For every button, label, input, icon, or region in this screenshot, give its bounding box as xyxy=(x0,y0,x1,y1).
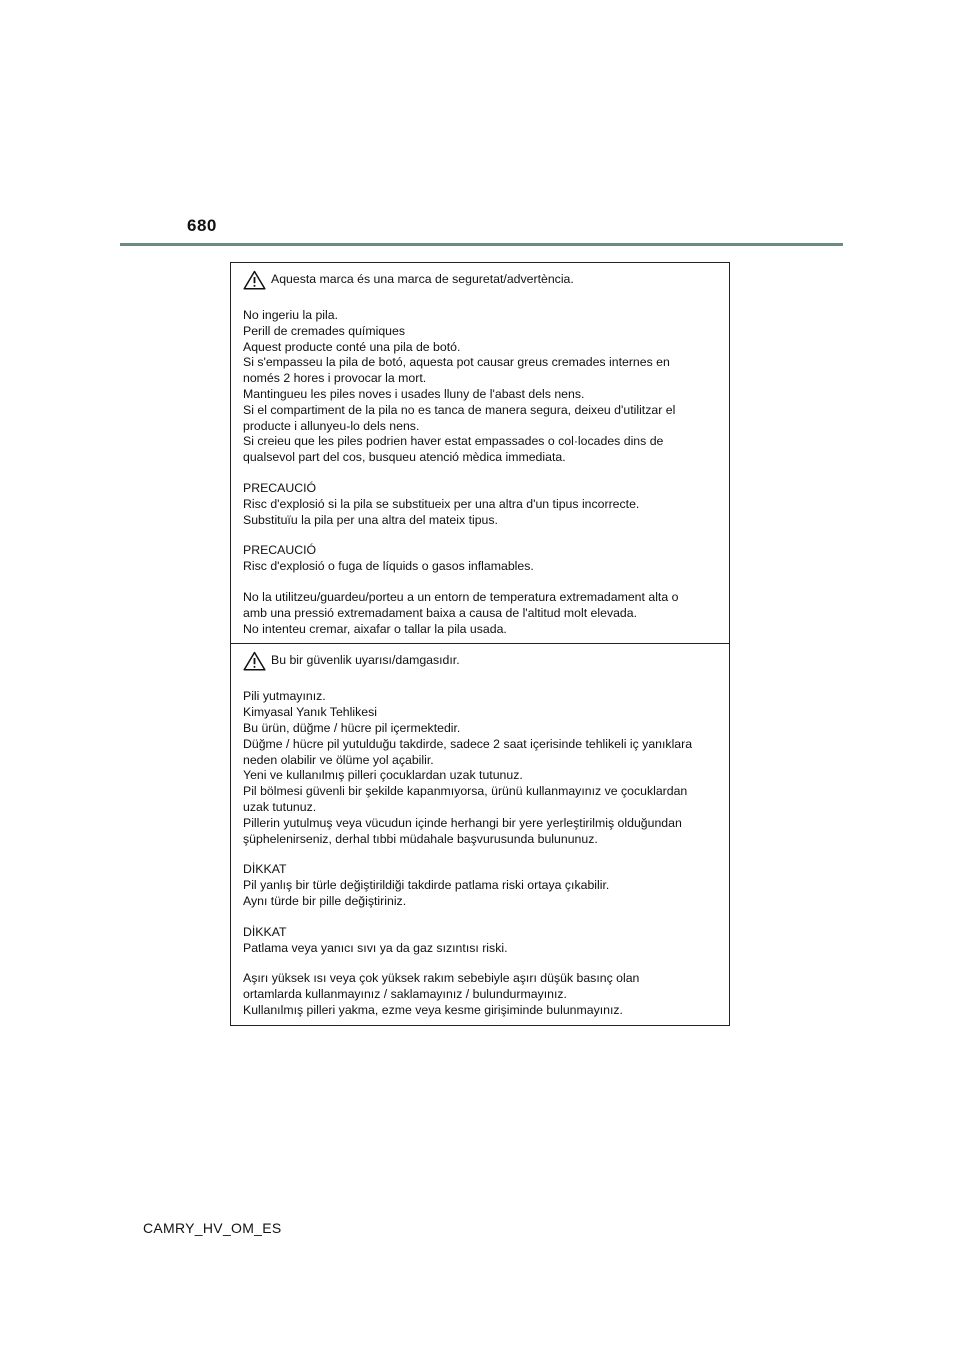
warning-paragraph xyxy=(243,308,719,466)
text-line: Si s'empasseu la pila de botó, aquesta pot causar greus cremades internes en xyxy=(243,355,670,370)
text-line: No la utilitzeu/guardeu/porteu a un entorn de temperatura extremadament alta o xyxy=(243,589,679,604)
warning-paragraph xyxy=(243,862,719,909)
battery-warning-box xyxy=(230,262,730,1026)
text-line: Aşırı yüksek ısı veya çok yüksek rakım sebebiyle aşırı düşük basınç olan xyxy=(243,971,640,986)
warning-label: Aquesta marca és una marca de seguretat/advertència. xyxy=(271,272,574,287)
text-line: qualsevol part del cos, busqueu atenció mèdica immediata. xyxy=(243,450,566,465)
page-number: 680 xyxy=(187,216,217,235)
text-line: Düğme / hücre pil yutulduğu takdirde, sadece 2 saat içerisinde tehlikeli iç yanıklara xyxy=(243,736,693,751)
warning-section-tr xyxy=(231,643,729,1024)
text-line: DİKKAT xyxy=(243,862,287,877)
text-line: Patlama veya yanıcı sıvı ya da gaz sızıntısı riski. xyxy=(243,940,508,955)
warning-triangle-icon xyxy=(243,270,266,290)
text-line: Aynı türde bir pille değiştiriniz. xyxy=(243,893,407,908)
text-line: neden olabilir ve ölüme yol açabilir. xyxy=(243,752,434,767)
text-line: ortamlarda kullanmayınız / saklamayınız / bulundurmayınız. xyxy=(243,987,567,1002)
text-line: Mantingueu les piles noves i usades lluny de l'abast dels nens. xyxy=(243,386,585,401)
warning-paragraph xyxy=(243,971,719,1018)
text-line: Pil bölmesi güvenli bir şekilde kapanmıyorsa, ürünü kullanmayınız ve çocuklardan xyxy=(243,784,688,799)
text-line: Risc d'explosió o fuga de líquids o gasos inflamables. xyxy=(243,559,534,574)
text-line: No intenteu cremar, aixafar o tallar la pila usada. xyxy=(243,621,507,636)
text-line: DİKKAT xyxy=(243,924,287,939)
text-line: uzak tutunuz. xyxy=(243,799,317,814)
text-line: Kullanılmış pilleri yakma, ezme veya kesme girişiminde bulunmayınız. xyxy=(243,1002,623,1017)
footer-code: CAMRY_HV_OM_ES xyxy=(143,1220,282,1236)
text-line: Yeni ve kullanılmış pilleri çocuklardan uzak tutunuz. xyxy=(243,768,523,783)
text-line: amb una pressió extremadament baixa a causa de l'altitud molt elevada. xyxy=(243,605,638,620)
warning-triangle-icon xyxy=(243,651,266,671)
warning-paragraph xyxy=(243,481,719,528)
text-line: Perill de cremades químiques xyxy=(243,323,405,338)
warning-paragraph xyxy=(243,925,719,957)
text-line: Aquest producte conté una pila de botó. xyxy=(243,339,461,354)
warning-paragraph xyxy=(243,590,719,637)
text-line: Bu ürün, düğme / hücre pil içermektedir. xyxy=(243,720,461,735)
text-line: Substituïu la pila per una altra del mateix tipus. xyxy=(243,512,498,527)
text-line: Risc d'explosió si la pila se substitueix per una altra d'un tipus incorrecte. xyxy=(243,496,640,511)
text-line: Pillerin yutulmuş veya vücudun içinde herhangi bir yere yerleştirilmiş olduğundan xyxy=(243,815,682,830)
text-line: Pili yutmayınız. xyxy=(243,689,326,704)
text-line: Si creieu que les piles podrien haver estat empassades o col·locades dins de xyxy=(243,434,664,449)
text-line: No ingeriu la pila. xyxy=(243,308,339,322)
warning-label: Bu bir güvenlik uyarısı/damgasıdır. xyxy=(271,653,460,668)
warning-paragraph xyxy=(243,543,719,575)
warning-heading xyxy=(243,270,719,290)
text-line: Kimyasal Yanık Tehlikesi xyxy=(243,705,377,720)
header-rule xyxy=(120,243,843,246)
text-line: Pil yanlış bir türle değiştirildiği takdirde patlama riski ortaya çıkabilir. xyxy=(243,878,610,893)
text-line: només 2 hores i provocar la mort. xyxy=(243,371,427,386)
warning-heading xyxy=(243,651,719,671)
text-line: şüphelenirseniz, derhal tıbbi müdahale başvurusunda bulununuz. xyxy=(243,831,598,846)
text-line: PRECAUCIÓ xyxy=(243,480,317,495)
text-line: producte i allunyeu-lo dels nens. xyxy=(243,418,420,433)
warning-section-ca xyxy=(231,263,729,643)
text-line: Si el compartiment de la pila no es tanca de manera segura, deixeu d'utilitzar el xyxy=(243,402,676,417)
warning-paragraph xyxy=(243,689,719,847)
text-line: PRECAUCIÓ xyxy=(243,543,317,558)
